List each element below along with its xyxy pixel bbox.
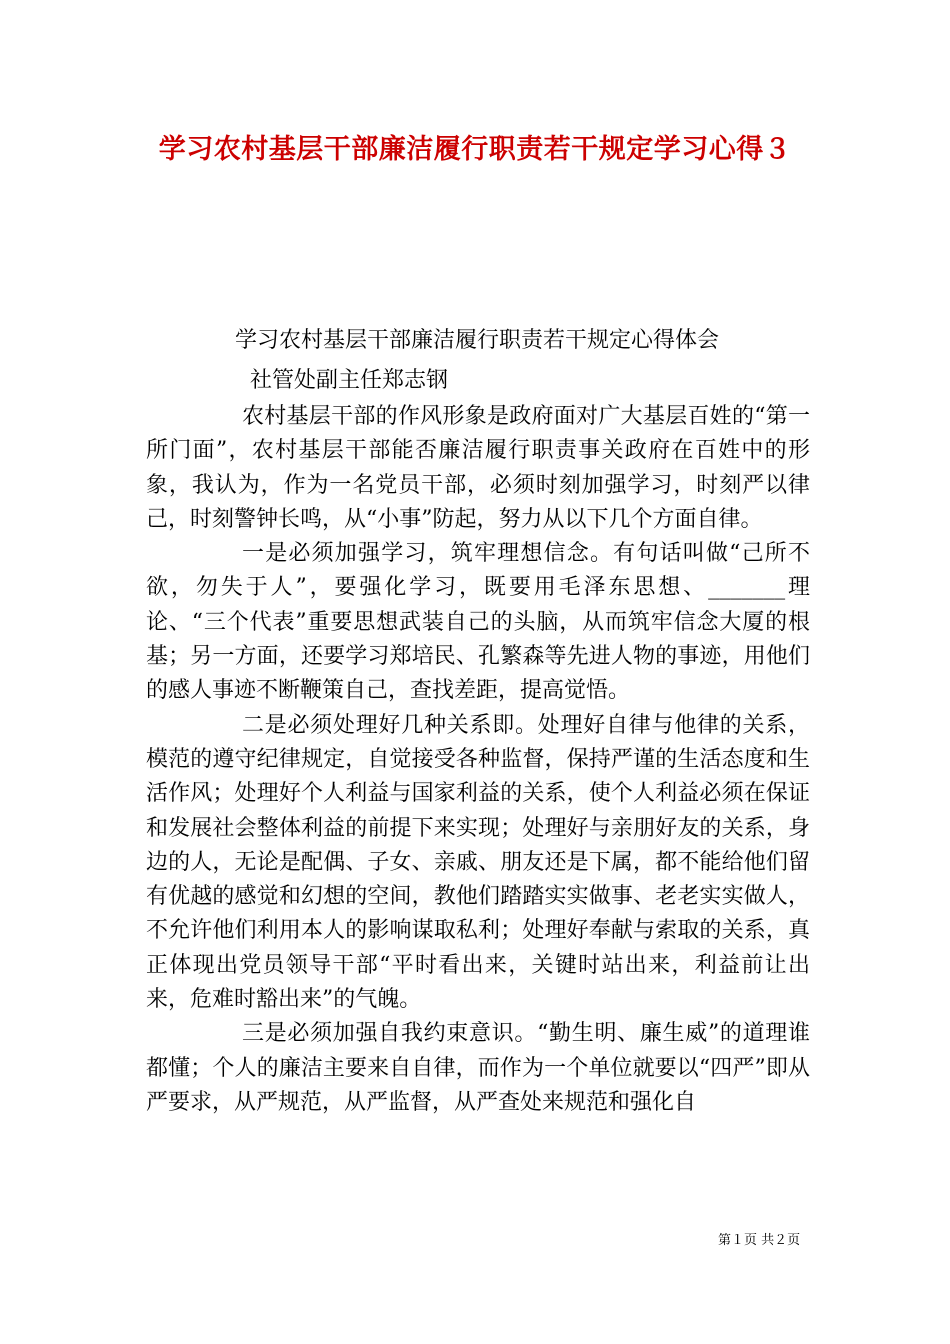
- paragraph-3: 二是必须处理好几种关系即。处理好自律与他律的关系，模范的遵守纪律规定，自觉接受各种监督，保持严谨的生活态度和生活作风；处理好个人利益与国家利益的关系，使个人利益必须在保证和发展社会整体利益的前提下来实现；处理好与亲朋好友的关系，身边的人，无论是配偶、子女、亲戚、朋友还是下属，都不能给他们留有优越的感觉和幻想的空间，教他们踏踏实实做事、老老实实做人，不允许他们利用本人的影响谋取私利；处理好奉献与索取的关系，真正体现出党员领导干部“平时看出来，关键时站出来，利益前让出来，危难时豁出来”的气魄。: [146, 712, 810, 1013]
- page-number: 第１页 共２页: [718, 1233, 801, 1248]
- body-text: [146, 400, 810, 1120]
- author-line: 社管处副主任郑志钢: [250, 368, 449, 393]
- document-title: 学习农村基层干部廉洁履行职责若干规定学习心得３: [158, 134, 792, 165]
- paragraph-4: 三是必须加强自我约束意识。“勤生明、廉生威”的道理谁都懂；个人的廉洁主要来自自律，而作为一个单位就要以“四严”即从严要求，从严规范，从严监督，从严查处来规范和强化自: [146, 1021, 810, 1115]
- paragraph-2: 一是必须加强学习，筑牢理想信念。有句话叫做“己所不欲，勿失于人”，要强化学习，既要用毛泽东思想、_______理论、“三个代表”重要思想武装自己的头脑，从而筑牢信念大厦的根基；另一方面，还要学习郑培民、孔繁森等先进人物的事迹，用他们的感人事迹不断鞭策自己，查找差距，提高觉悟。: [146, 541, 810, 704]
- paragraph-1: 农村基层干部的作风形象是政府面对广大基层百姓的“第一所门面”，农村基层干部能否廉洁履行职责事关政府在百姓中的形象，我认为，作为一名党员干部，必须时刻加强学习，时刻严以律己，时刻警钟长鸣，从“小事”防起，努力从以下几个方面自律。: [146, 404, 810, 532]
- document-subtitle: 学习农村基层干部廉洁履行职责若干规定心得体会: [235, 328, 720, 353]
